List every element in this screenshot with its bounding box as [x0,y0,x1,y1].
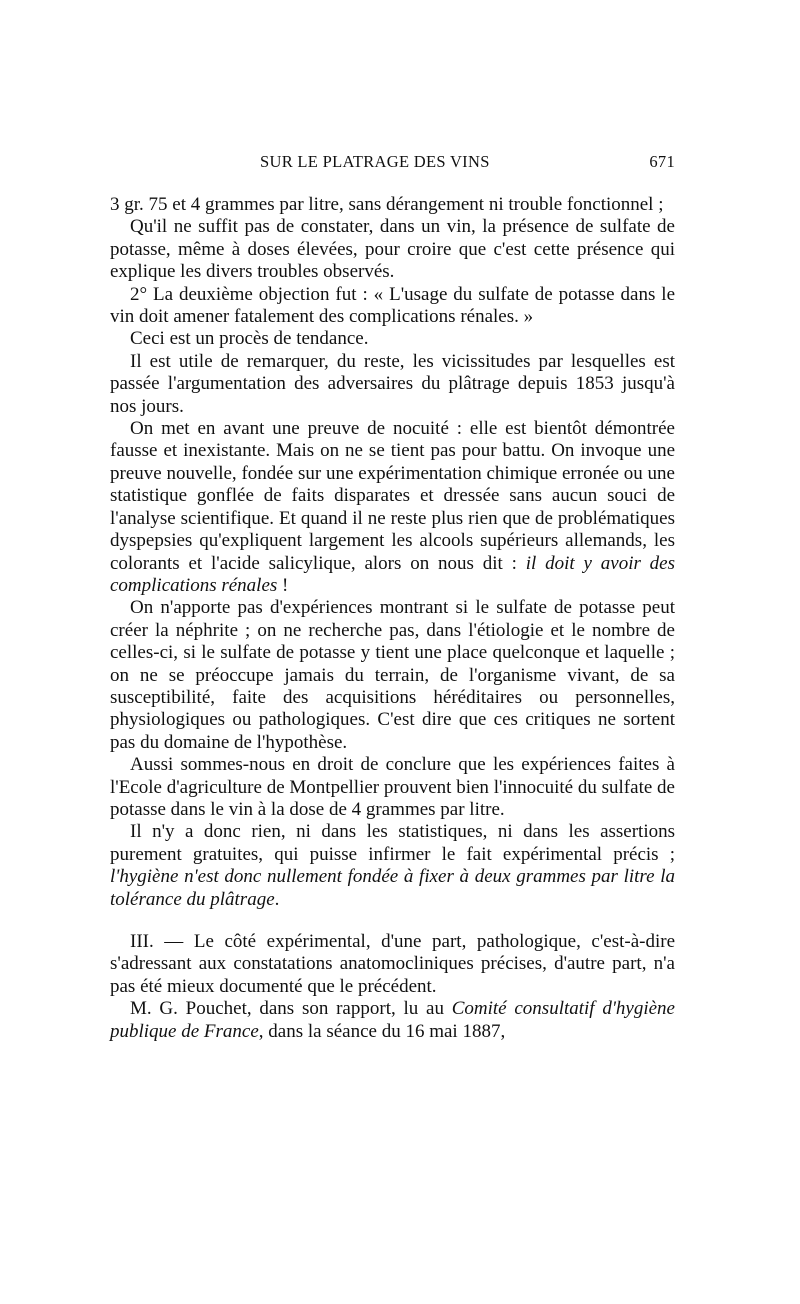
paragraph: On n'apporte pas d'expériences montrant si le sulfate de potasse peut créer la néphrite ; on ne recherche pas, dans l'étiologie et le nombre de celles-ci, si le sulfate de potasse y tient une place quelconque et laquelle ; on ne se préoccupe jamais du terrain, de l'organisme vivant, de sa susceptibilité, faite des acquisitions héréditaires ou personnelles, physiologiques ou pathologiques. C'est dire que ces critiques ne sortent pas du domaine de l'hypothèse. [110,597,675,753]
paragraph: Il n'y a donc rien, ni dans les statistiques, ni dans les assertions purement gratuites, qui puisse infirmer le fait expérimental précis ; l'hygiène n'est donc nullement fondée à fixer à deux grammes par litre la tolérance du plâtrage. [110,821,675,910]
paragraph: On met en avant une preuve de nocuité : elle est bientôt démontrée fausse et inexistante. Mais on ne se tient pas pour battu. On invoque une preuve nouvelle, fondée sur une expérimentation chimique erronée ou une statistique gonflée de faits disparates et dressée sans aucun souci de l'analyse scientifique. Et quand il ne reste plus rien que de problématiques dyspepsies qu'expliquent largement les alcools supérieurs allemands, les colorants et l'acide salicylique, alors on nous dit : il doit y avoir des complications rénales ! [110,418,676,596]
italic-phrase: Comité consultatif d'hygiène publique de France [110,998,675,1042]
italic-phrase: l'hygiène n'est donc nullement fondée à fixer à deux grammes par litre la tolérance du plâtrage [110,866,675,910]
paragraph: Aussi sommes-nous en droit de conclure que les expériences faites à l'Ecole d'agriculture de Montpellier prouvent bien l'innocuité du sulfate de potasse dans le vin à la dose de 4 grammes par litre. [110,754,675,820]
book-page [110,152,675,1043]
paragraph: 2° La deuxième objection fut : « L'usage du sulfate de potasse dans le vin doit amener fatalement des complications rénales. » [110,283,675,328]
paragraph: M. G. Pouchet, dans son rapport, lu au Comité consultatif d'hygiène publique de France, dans la séance du 16 mai 1887, [110,998,675,1042]
running-header [110,152,675,186]
paragraph: Ceci est un procès de tendance. [130,328,369,350]
body-text [110,194,675,1043]
italic-phrase: il doit y avoir des complications rénales [110,552,676,596]
paragraph: 3 gr. 75 et 4 grammes par litre, sans dérangement ni trouble fonctionnel ; [110,194,664,215]
running-title: SUR LE PLATRAGE DES VINS [260,152,490,171]
section-paragraph: III. — Le côté expérimental, d'une part, pathologique, c'est-à-dire s'adressant aux constatations anatomocliniques précises, d'autre part, n'a pas été mieux documenté que le précédent. [110,931,675,997]
paragraph: Il est utile de remarquer, du reste, les vicissitudes par lesquelles est passée l'argumentation des adversaires du plâtrage depuis 1853 jusqu'à nos jours. [110,350,675,417]
paragraph: Qu'il ne suffit pas de constater, dans un vin, la présence de sulfate de potasse, même à doses élevées, pour croire que c'est cette présence qui explique les divers troubles observés. [110,216,675,283]
page-number: 671 [649,152,675,171]
